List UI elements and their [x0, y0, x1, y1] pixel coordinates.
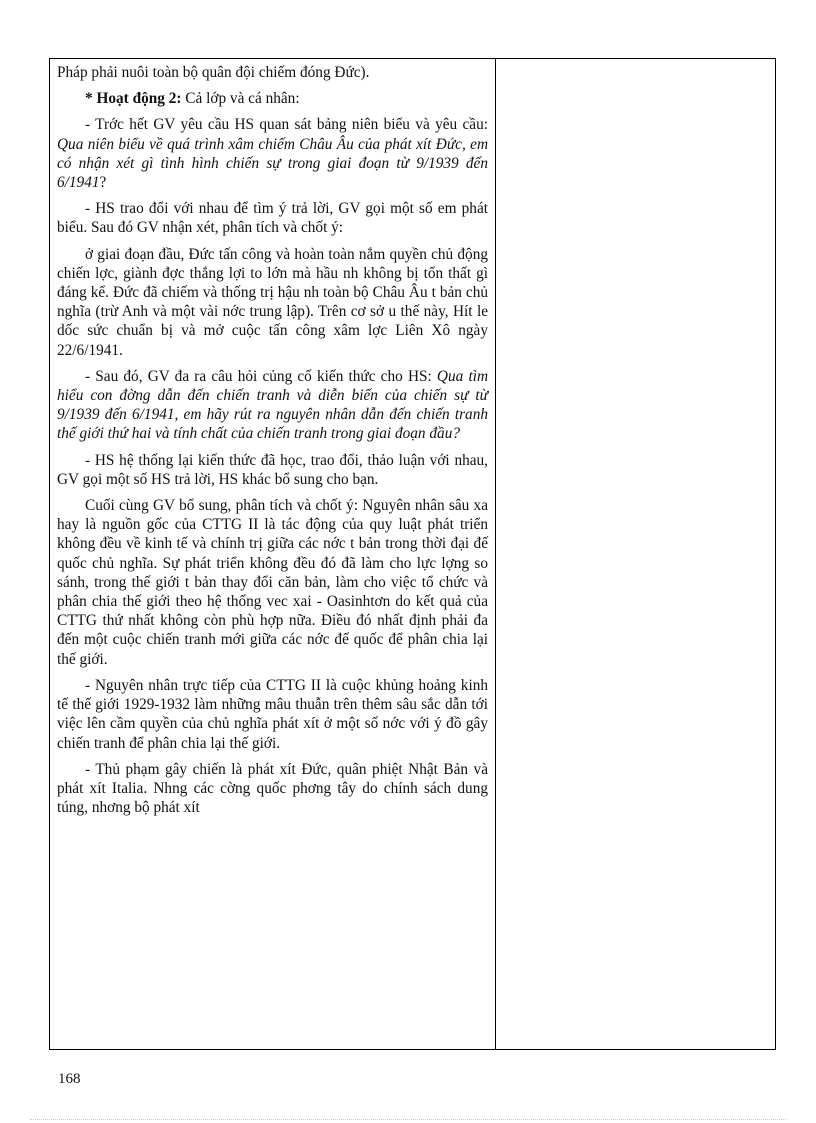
activity-heading: * Hoạt động 2:: [85, 90, 182, 108]
page-number: 168: [58, 1071, 81, 1087]
question-text: Qua tìm hiểu con đờng dẫn đến chiến tranh và diễn biến của chiến sự từ 9/1939 đến 6/1941, em hãy rút ra nguyên nhân dẫn đến chiến tranh thế giới thứ hai và tính chất của chiến tranh trong giai đoạn đầu?: [57, 367, 488, 443]
paragraph-text: - Sau đó, GV đa ra câu hỏi củng cố kiến thức cho HS:: [85, 367, 437, 385]
paragraph: [57, 451, 488, 489]
paragraph-text: - HS hệ thống lại kiến thức đã học, trao đổi, thảo luận với nhau, GV gọi một số HS trả lời, HS khác bổ sung cho bạn.: [57, 451, 488, 488]
paragraph: [57, 115, 488, 192]
notes-column: [496, 59, 775, 1049]
question-text: Qua niên biểu về quá trình xâm chiếm Châu Âu của phát xít Đức, em có nhận xét gì tình hình chiến sự trong giai đoạn từ 9/1939 đến 6/1941: [57, 135, 488, 192]
paragraph-text: Cả lớp và cá nhân:: [181, 90, 300, 108]
activity-content-column: [50, 59, 496, 1049]
footer-divider: [30, 1119, 786, 1120]
paragraph-text: Pháp phải nuôi toàn bộ quân đội chiếm đóng Đức).: [57, 64, 370, 81]
paragraph: [57, 760, 488, 818]
paragraph: [57, 676, 488, 753]
paragraph: [57, 245, 488, 360]
paragraph: [57, 63, 488, 82]
paragraph-text: - Trớc hết GV yêu cầu HS quan sát bảng niên biểu và yêu cầu:: [85, 116, 488, 134]
paragraph: [57, 199, 488, 237]
paragraph-text: ?: [99, 174, 107, 192]
paragraph-text: - Thủ phạm gây chiến là phát xít Đức, quân phiệt Nhật Bản và phát xít Italia. Nhng các cờng quốc phơng tây do chính sách dung túng, nhơng bộ phát xít: [57, 760, 488, 817]
paragraph: [57, 367, 488, 444]
paragraph-text: - Nguyên nhân trực tiếp của CTTG II là cuộc khủng hoảng kinh tế thế giới 1929-1932 làm những mâu thuẫn trên thêm sâu sắc dẫn tới việc lên cầm quyền của chủ nghĩa phát xít ở một số nớc với ý đồ gây chiến tranh để phân chia lại thế giới.: [57, 676, 488, 752]
paragraph: [57, 89, 488, 108]
paragraph-text: ở giai đoạn đầu, Đức tấn công và hoàn toàn nắm quyền chủ động chiến lợc, giành đợc thắng lợi to lớn mà hầu nh không bị tổn thất gì đáng kể. Đức đã chiếm và thống trị hậu nh toàn bộ Châu Âu t bản chủ nghĩa (trừ Anh và một vài nớc trung lập). Trên cơ sở u thế này, Hít le dốc sức chuẩn bị và mở cuộc tấn công xâm lợc Liên Xô ngày 22/6/1941.: [57, 245, 488, 359]
paragraph: [57, 496, 488, 669]
lesson-table: [49, 58, 776, 1050]
paragraph-text: - HS trao đổi với nhau để tìm ý trả lời, GV gọi một số em phát biểu. Sau đó GV nhận xét, phân tích và chốt ý:: [57, 200, 488, 237]
paragraph-text: Cuối cùng GV bổ sung, phân tích và chốt ý: Nguyên nhân sâu xa hay là nguồn gốc của CTTG II là tác động của quy luật phát triển không đều về kinh tế và chính trị giữa các nớc t bản trong thời đại đế quốc chủ nghĩa. Sự phát triển không đều đó đã làm cho lực lợng so sánh, trong thế giới t bản thay đổi căn bản, làm cho việc tổ chức và phân chia thế giới theo hệ thống vec xai - Oasinhtơn do kết quả của CTTG thứ nhất không còn phù hợp nữa. Điều đó nhất định phải đa đến một cuộc chiến tranh mới giữa các nớc đế quốc để phân chia lại thế giới.: [57, 497, 488, 668]
